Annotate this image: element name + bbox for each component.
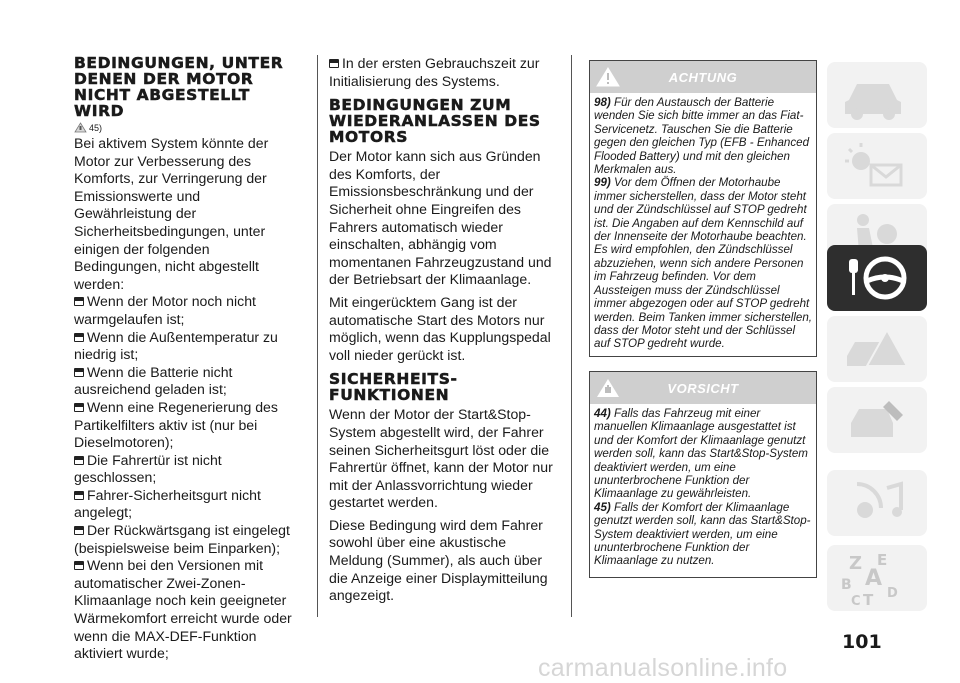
list-item [74,557,296,663]
index-letter: T [863,591,874,609]
tab-car[interactable] [827,62,927,128]
watermark: carmanualsonline.info [538,654,788,682]
restart-paragraph-1: Der Motor kann sich aus Gründen des Komforts, der Emissionsbeschränkung und der Sicherheit ohne Eingreifen des Fahrers automatisch wieder einschalten, abhängig vom momentanen Fahrzeugzustand und der Betriebsart der Klimaanlage. [329,148,552,288]
safety-paragraph-1: Wenn der Motor der Start&Stop-System abgestellt wird, der Fahrer seinen Sicherheitsgurt löst oder die Fahrertür öffnet, kann der Motor nur mit der Anlassvorrichtung wieder gestartet werden. [329,406,553,511]
list-item [74,399,296,452]
bullet-icon [74,333,84,342]
warning-box-header [590,61,816,93]
section-heading-restart: BEDINGUNGEN ZUM WIEDERANLASSEN DES MOTORS [329,96,541,147]
list-item-text: Wenn eine Regenerierung des Partikelfilters aktiv ist (nur bei Dieselmotoren); [74,398,278,451]
list-item-text: Wenn der Motor noch nicht warmgelaufen ist; [74,293,256,327]
list-item [74,293,296,328]
warning-box-body [590,93,816,356]
car-icon [827,62,927,128]
bullet-icon [329,59,339,68]
emergency-icon [827,316,927,382]
caution-hand-icon [74,122,87,133]
index-letter: Z [849,553,863,574]
index-letter: E [877,551,888,569]
list-item [74,452,296,487]
bullet-icon [74,491,84,500]
bullet-icon [74,561,84,570]
warning-box-title: ACHTUNG [668,70,738,85]
caution-box-title: VORSICHT [667,381,739,396]
note-number: 45) [594,500,611,514]
condition-list [74,293,296,662]
column-divider-2 [571,55,572,617]
restart-paragraph-2: Mit eingerücktem Gang ist der automatische Start des Motors nur möglich, wenn das Kupplungspedal voll nieder gerückt ist. [329,293,551,363]
bullet-icon [74,456,84,465]
note-reference-number: 45) [89,122,103,133]
section-heading-not-stopped: BEDINGUNGEN, UNTER DENEN DER MOTOR NICHT ABGESTELLT WIRD [74,54,284,120]
caution-text: Falls der Komfort der Klimaanlage genutzt werden soll, kann das Start&Stop-System deaktiviert werden, um eine ununterbrochene Funktion der Klimaanlage zu nutzen. [594,500,811,568]
index-letter: C [851,594,861,609]
warning-box [589,60,817,357]
list-item-text: In der ersten Gebrauchszeit zur Initialisierung des Systems. [329,55,540,89]
tab-warning-lights[interactable] [827,133,927,199]
intro-paragraph: Bei aktivem System könnte der Motor zur Verbesserung des Komforts, zur Verringerung der Emissionswerte und Gewährleistung der Sicherheitsbedingungen, unter einigen der folgenden Bedingungen, nicht abgestellt werden: [74,135,269,292]
column-2 [329,55,561,605]
list-item [74,329,296,364]
bullet-icon [74,403,84,412]
list-item [74,522,296,557]
page-number: 101 [842,631,882,653]
note-number: 99) [594,176,611,190]
bullet-icon [74,526,84,535]
list-item-text: Die Fahrertür ist nicht geschlossen; [74,451,222,486]
caution-text: Falls das Fahrzeug mit einer manuellen Klimaanlage ausgestattet ist und der Komfort der Klimaanlage genutzt werden soll, kann das Start&Stop-System deaktiviert werden, um eine ununterbrochene Funktion der Klimaanlage zu gewährleisten. [594,407,808,501]
multimedia-icon [827,470,927,536]
note-reference [74,122,296,133]
warning-text: Für den Austausch der Batterie wenden Sie sich bitte immer an das Fiat-Servicenetz. Tauschen Sie die Batterie gegen den gleichen Typ (EFB - Enhanced Flooded Battery) und mit den gleichen Merkmalen aus. [594,96,810,177]
list-item-text: Wenn bei den Versionen mit automatischer Zwei-Zonen-Klimaanlage noch kein geeigneter Wärmekomfort erreicht wurde oder wenn die MAX-DEF-Funktion aktiviert wurde; [74,557,292,662]
maintenance-icon [827,387,927,453]
list-item-text: Wenn die Außentemperatur zu niedrig ist; [74,328,278,363]
tab-starting-driving[interactable] [827,245,927,311]
caution-box-body [590,404,816,577]
list-item [74,487,296,522]
index-icon [827,545,927,611]
tab-index[interactable] [827,545,927,611]
list-item-text: Der Rückwärtsgang ist eingelegt (beispielsweise beim Einparken); [74,522,290,556]
safety-paragraph-2: Diese Bedingung wird dem Fahrer sowohl über eine akustische Meldung (Summer), als auch über die Anzeige einer Displaymitteilung angezeigt. [329,516,548,604]
tab-multimedia[interactable] [827,470,927,536]
note-number: 98) [594,96,611,109]
section-heading-safety: SICHERHEITS-FUNKTIONEN [329,370,458,405]
note-number: 44) [594,407,611,420]
column-3 [589,60,817,578]
caution-box-header [590,372,816,404]
column-1 [74,55,296,663]
list-item [329,55,561,90]
list-item [74,364,296,399]
index-letter: B [841,577,852,593]
column-divider-1 [317,55,318,617]
tab-maintenance[interactable] [827,387,927,453]
tab-emergency[interactable] [827,316,927,382]
index-letter: A [865,566,883,591]
warning-lights-icon [827,133,927,199]
index-letter: D [887,586,898,601]
warning-text: Vor dem Öffnen der Motorhaube immer sicherstellen, dass der Motor steht und der Zündschlüssel auf STOP gedreht ist. Die Angaben auf dem Kennschild auf der Innenseite der Motorhaube beachten. Es wird empfohlen, den Zündschlüssel abzuziehen, wenn sich andere Personen im Fahrzeug befinden. Vor dem Aussteigen muss der Zündschlüssel immer abgezogen oder auf STOP gedreht werden. Beim Tanken immer sicherstellen, dass der Motor steht und der Schlüssel auf STOP gedreht wurde. [594,176,813,351]
key-steering-wheel-icon [827,245,927,311]
list-item-text: Fahrer-Sicherheitsgurt nicht angelegt; [74,486,261,521]
list-item-text: Wenn die Batterie nicht ausreichend geladen ist; [74,363,233,398]
bullet-icon [74,297,84,306]
caution-box [589,371,817,578]
bullet-icon [74,368,84,377]
